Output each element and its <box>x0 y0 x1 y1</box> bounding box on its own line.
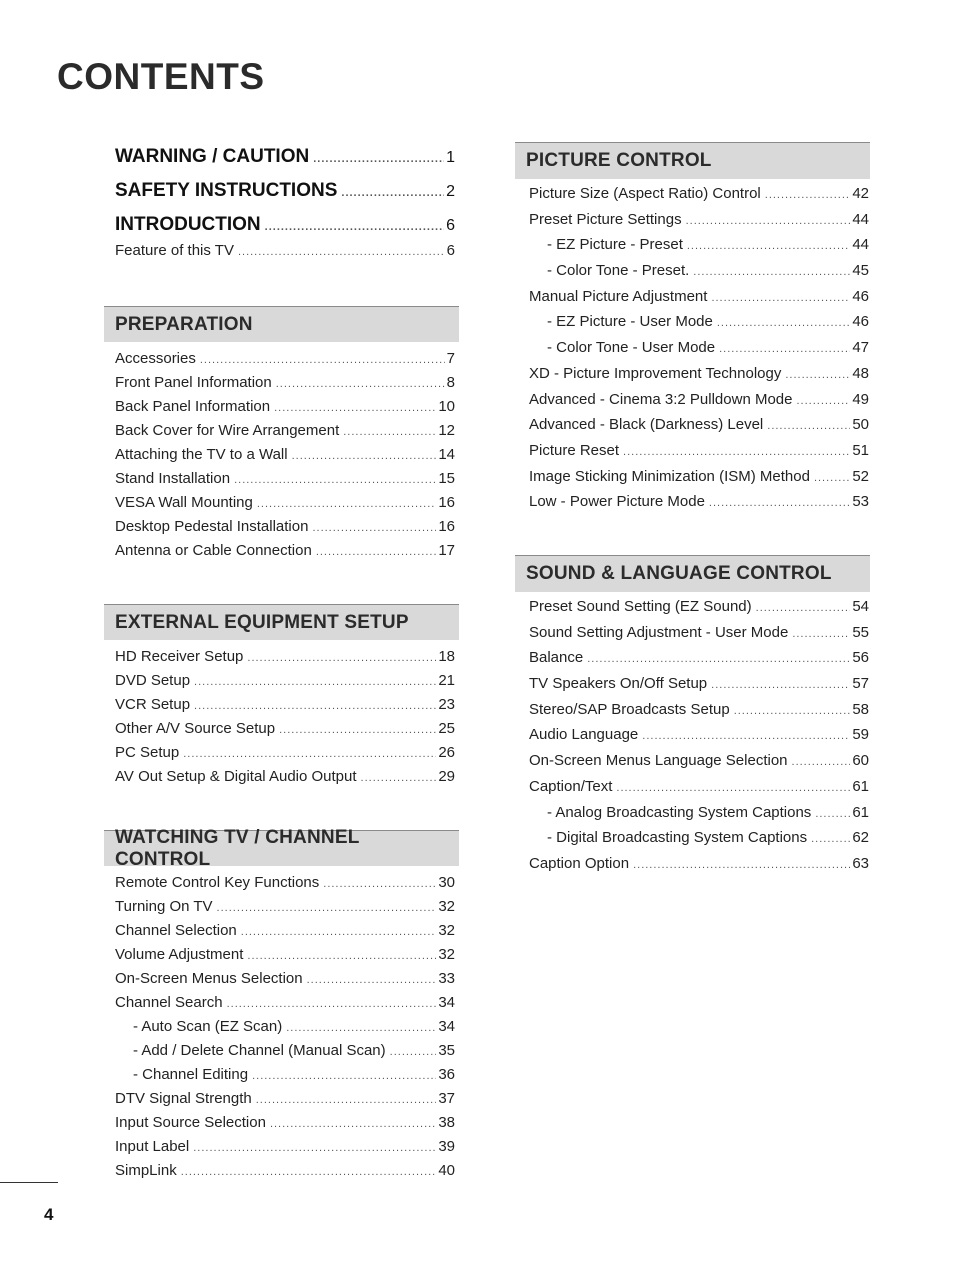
dot-leader <box>274 402 436 414</box>
toc-entry[interactable] <box>115 398 455 422</box>
toc-entry-page: 6 <box>446 242 455 259</box>
toc-entry-title: VESA Wall Mounting <box>115 494 253 511</box>
toc-entry-title: AV Out Setup & Digital Audio Output <box>115 768 357 785</box>
dot-leader <box>796 395 850 407</box>
toc-entry-title: Preset Sound Setting (EZ Sound) <box>529 598 752 615</box>
dot-leader <box>279 724 436 736</box>
dot-leader <box>811 833 850 845</box>
toc-entry[interactable] <box>529 649 869 675</box>
section-list <box>104 342 459 566</box>
toc-entry-page: 25 <box>438 720 455 737</box>
toc-entry-page: 29 <box>438 768 455 785</box>
dot-leader <box>633 859 850 871</box>
toc-entry-title: Balance <box>529 649 584 667</box>
dot-leader <box>711 679 850 691</box>
toc-entry-page: 14 <box>438 446 455 463</box>
toc-entry-page: 38 <box>438 1114 455 1131</box>
dot-leader <box>276 378 445 390</box>
dot-leader <box>181 1166 437 1178</box>
toc-entry-page: 15 <box>438 470 455 487</box>
toc-entry-page: 6 <box>446 217 455 234</box>
toc-entry-title: - Add / Delete Channel (Manual Scan) <box>133 1042 386 1059</box>
section-watching-tv <box>104 826 459 1186</box>
toc-entry-title: - EZ Picture - Preset <box>547 236 683 254</box>
dot-leader <box>711 292 850 304</box>
toc-entry[interactable] <box>529 493 869 519</box>
toc-entry[interactable] <box>115 374 455 398</box>
toc-entry[interactable] <box>115 1042 455 1066</box>
toc-entry[interactable] <box>115 696 455 720</box>
toc-entry-page: 42 <box>852 185 869 202</box>
toc-entry[interactable] <box>529 365 869 391</box>
toc-entry-title: - Color Tone - Preset. <box>547 262 690 280</box>
section-heading: EXTERNAL EQUIPMENT SETUP <box>104 604 459 640</box>
toc-entry-page: 17 <box>438 542 455 559</box>
dot-leader <box>194 700 436 712</box>
section-preparation <box>104 306 459 566</box>
toc-entry-feature-of-this-tv[interactable] <box>104 242 459 266</box>
toc-entry-title: Back Cover for Wire Arrangement <box>115 422 340 439</box>
toc-entry-title: On-Screen Menus Language Selection <box>529 752 788 770</box>
toc-entry-page: 12 <box>438 422 455 439</box>
toc-entry[interactable] <box>529 391 869 417</box>
toc-entry-title: Stereo/SAP Broadcasts Setup <box>529 700 730 718</box>
toc-entry-title: Audio Language <box>529 726 639 744</box>
dot-leader <box>312 522 436 534</box>
toc-entry-title: Other A/V Source Setup <box>115 720 276 737</box>
toc-entry-title: Picture Size (Aspect Ratio) Control <box>529 185 761 202</box>
toc-entry[interactable] <box>115 898 455 922</box>
section-external-equipment <box>104 604 459 792</box>
dot-leader <box>343 426 436 438</box>
toc-entry[interactable] <box>115 970 455 994</box>
dot-leader <box>241 926 437 938</box>
toc-entry-title: Manual Picture Adjustment <box>529 287 708 305</box>
toc-entry[interactable] <box>115 1018 455 1042</box>
toc-entry[interactable] <box>529 236 869 262</box>
toc-entry[interactable] <box>529 701 869 727</box>
toc-entry-page: 34 <box>438 994 455 1011</box>
toc-entry-title: Desktop Pedestal Installation <box>115 518 309 535</box>
toc-entry-page: 60 <box>852 752 869 770</box>
toc-entry-title: Input Source Selection <box>115 1114 266 1131</box>
toc-entry-page: 30 <box>438 874 455 891</box>
toc-entry[interactable] <box>529 211 869 237</box>
toc-entry-page: 16 <box>438 494 455 511</box>
toc-entry-page: 57 <box>852 675 869 693</box>
toc-entry[interactable] <box>529 185 869 211</box>
toc-entry-title: HD Receiver Setup <box>115 648 244 665</box>
section-heading: PICTURE CONTROL <box>515 142 870 179</box>
dot-leader <box>323 878 436 890</box>
toc-entry-title: Antenna or Cable Connection <box>115 542 312 559</box>
toc-entry[interactable] <box>115 542 455 566</box>
toc-entry-page: 63 <box>852 854 869 872</box>
toc-entry-page: 1 <box>446 149 455 166</box>
dot-leader <box>193 1142 436 1154</box>
section-heading: SOUND & LANGUAGE CONTROL <box>515 555 870 592</box>
toc-entry-title: Accessories <box>115 350 196 367</box>
dot-leader <box>316 546 437 558</box>
toc-entry[interactable] <box>529 855 869 881</box>
dot-leader <box>767 420 850 432</box>
toc-entry[interactable] <box>529 598 869 624</box>
page-title: CONTENTS <box>57 56 265 97</box>
dot-leader <box>686 215 851 227</box>
toc-entry-title: - Color Tone - User Mode <box>547 339 716 357</box>
toc-entry[interactable] <box>115 946 455 970</box>
toc-entry-page: 47 <box>852 339 869 357</box>
toc-entry[interactable] <box>529 416 869 442</box>
toc-entry[interactable] <box>115 422 455 446</box>
toc-entry-safety-instructions[interactable] <box>104 180 459 214</box>
toc-entry-page: 61 <box>852 777 869 795</box>
toc-entry-title: TV Speakers On/Off Setup <box>529 675 708 693</box>
toc-entry-page: 18 <box>438 648 455 665</box>
toc-entry[interactable] <box>115 470 455 494</box>
dot-leader <box>217 902 437 914</box>
toc-entry[interactable] <box>529 675 869 701</box>
dot-leader <box>587 653 850 665</box>
toc-entry-title: Channel Selection <box>115 922 237 939</box>
toc-entry-title: PC Setup <box>115 744 180 761</box>
toc-entry-page: 33 <box>438 970 455 987</box>
dot-leader <box>815 808 850 820</box>
dot-leader <box>623 446 850 458</box>
toc-entry[interactable] <box>529 468 869 494</box>
dot-leader <box>252 1070 436 1082</box>
top-entries <box>104 146 459 266</box>
toc-entry-page: 53 <box>852 493 869 511</box>
toc-entry-title: SAFETY INSTRUCTIONS <box>115 180 338 201</box>
toc-entry[interactable] <box>115 720 455 744</box>
toc-entry-page: 34 <box>438 1018 455 1035</box>
toc-entry-title: Low - Power Picture Mode <box>529 493 705 511</box>
toc-entry-page: 49 <box>852 390 869 408</box>
toc-entry-title: Turning On TV <box>115 898 213 915</box>
toc-entry[interactable] <box>115 350 455 374</box>
section-list <box>104 866 459 1186</box>
dot-leader <box>200 354 445 366</box>
toc-entry[interactable] <box>529 778 869 804</box>
section-heading: WATCHING TV / CHANNEL CONTROL <box>104 830 459 866</box>
toc-entry[interactable] <box>529 313 869 339</box>
toc-entry[interactable] <box>115 672 455 696</box>
toc-entry-title: Attaching the TV to a Wall <box>115 446 288 463</box>
toc-entry-page: 37 <box>438 1090 455 1107</box>
toc-entry-page: 2 <box>446 183 455 200</box>
toc-entry-title: Remote Control Key Functions <box>115 874 320 891</box>
toc-entry[interactable] <box>115 1090 455 1114</box>
section-picture-control <box>515 142 870 519</box>
toc-entry-page: 36 <box>438 1066 455 1083</box>
toc-entry-page: 16 <box>438 518 455 535</box>
toc-entry-page: 46 <box>852 287 869 305</box>
toc-entry-page: 10 <box>438 398 455 415</box>
toc-entry-page: 26 <box>438 744 455 761</box>
toc-entry-page: 32 <box>438 946 455 963</box>
toc-entry-page: 35 <box>438 1042 455 1059</box>
toc-entry[interactable] <box>529 726 869 752</box>
toc-entry-title: Front Panel Information <box>115 374 272 391</box>
dot-leader <box>709 497 850 509</box>
toc-entry[interactable] <box>529 339 869 365</box>
toc-entry-title: - Channel Editing <box>133 1066 249 1083</box>
toc-entry[interactable] <box>115 994 455 1018</box>
toc-entry-title: Back Panel Information <box>115 398 271 415</box>
toc-entry-title: Picture Reset <box>529 441 620 459</box>
toc-entry[interactable] <box>529 624 869 650</box>
dot-leader <box>227 998 437 1010</box>
toc-entry-title: Advanced - Black (Darkness) Level <box>529 416 764 434</box>
toc-entry-page: 56 <box>852 649 869 667</box>
dot-leader <box>238 246 445 258</box>
toc-entry-title: Caption/Text <box>529 777 613 795</box>
dot-leader <box>341 187 444 199</box>
toc-entry-page: 21 <box>438 672 455 689</box>
toc-entry-page: 62 <box>852 829 869 847</box>
toc-entry-page: 51 <box>852 441 869 459</box>
toc-entry[interactable] <box>115 446 455 470</box>
toc-entry-title: Advanced - Cinema 3:2 Pulldown Mode <box>529 390 793 408</box>
toc-entry-page: 45 <box>852 262 869 280</box>
toc-entry[interactable] <box>529 829 869 855</box>
dot-leader <box>307 974 437 986</box>
section-sound-language <box>515 555 870 881</box>
toc-entry[interactable] <box>529 288 869 314</box>
dot-leader <box>687 240 850 252</box>
footer-rule <box>0 1182 58 1183</box>
toc-entry-page: 39 <box>438 1138 455 1155</box>
dot-leader <box>361 772 437 784</box>
toc-entry[interactable] <box>529 752 869 778</box>
page-number: 4 <box>44 1205 54 1224</box>
toc-entry-page: 59 <box>852 726 869 744</box>
toc-entry-title: Stand Installation <box>115 470 231 487</box>
dot-leader <box>756 602 851 614</box>
toc-entry-title: Input Label <box>115 1138 190 1155</box>
toc-entry-introduction[interactable] <box>104 214 459 242</box>
toc-entry-title: SimpLink <box>115 1162 177 1179</box>
toc-entry-title: Feature of this TV <box>115 242 234 259</box>
toc-entry-page: 52 <box>852 467 869 485</box>
dot-leader <box>765 189 851 201</box>
section-heading: PREPARATION <box>104 306 459 342</box>
toc-entry[interactable] <box>529 262 869 288</box>
dot-leader <box>616 782 850 794</box>
toc-entry-title: Image Sticking Minimization (ISM) Method <box>529 467 810 485</box>
toc-entry[interactable] <box>529 804 869 830</box>
toc-entry-page: 44 <box>852 236 869 254</box>
toc-entry-page: 7 <box>446 350 455 367</box>
toc-entry[interactable] <box>115 922 455 946</box>
section-list <box>104 640 459 792</box>
toc-entry-page: 55 <box>852 623 869 641</box>
dot-leader <box>642 730 850 742</box>
toc-entry[interactable] <box>115 1066 455 1090</box>
toc-entry[interactable] <box>115 1114 455 1138</box>
toc-entry-page: 32 <box>438 898 455 915</box>
toc-entry-page: 8 <box>446 374 455 391</box>
toc-entry-title: INTRODUCTION <box>115 214 261 235</box>
section-list <box>515 179 870 519</box>
dot-leader <box>270 1118 436 1130</box>
dot-leader <box>286 1022 436 1034</box>
toc-entry[interactable] <box>115 744 455 768</box>
dot-leader <box>719 343 850 355</box>
toc-entry[interactable] <box>115 768 455 792</box>
toc-entry-title: DTV Signal Strength <box>115 1090 252 1107</box>
toc-entry-warning-caution[interactable] <box>104 146 459 180</box>
toc-entry[interactable] <box>115 874 455 898</box>
dot-leader <box>313 153 444 165</box>
dot-leader <box>785 369 850 381</box>
toc-entry-page: 54 <box>852 598 869 615</box>
toc-entry-title: - Auto Scan (EZ Scan) <box>133 1018 283 1035</box>
dot-leader <box>717 317 850 329</box>
toc-entry-title: VCR Setup <box>115 696 191 713</box>
dot-leader <box>292 450 437 462</box>
dot-leader <box>390 1046 437 1058</box>
toc-entry-page: 58 <box>852 700 869 718</box>
toc-entry-page: 40 <box>438 1162 455 1179</box>
dot-leader <box>234 474 436 486</box>
dot-leader <box>693 266 850 278</box>
toc-entry-title: Sound Setting Adjustment - User Mode <box>529 623 789 641</box>
toc-entry-title: - Digital Broadcasting System Captions <box>547 829 808 847</box>
toc-entry-title: Caption Option <box>529 854 630 872</box>
toc-entry-page: 48 <box>852 364 869 382</box>
dot-leader <box>247 652 436 664</box>
dot-leader <box>265 221 444 233</box>
toc-entry[interactable] <box>115 494 455 518</box>
dot-leader <box>247 950 436 962</box>
toc-entry-page: 61 <box>852 803 869 821</box>
toc-entry-page: 23 <box>438 696 455 713</box>
toc-entry-page: 44 <box>852 210 869 228</box>
toc-entry-title: XD - Picture Improvement Technology <box>529 364 782 382</box>
toc-entry-title: Volume Adjustment <box>115 946 244 963</box>
section-list <box>515 592 870 881</box>
toc-entry-page: 50 <box>852 416 869 434</box>
dot-leader <box>257 498 436 510</box>
dot-leader <box>256 1094 437 1106</box>
toc-entry-title: - EZ Picture - User Mode <box>547 313 713 331</box>
toc-entry[interactable] <box>115 518 455 542</box>
dot-leader <box>194 676 436 688</box>
dot-leader <box>183 748 436 760</box>
toc-entry[interactable] <box>529 442 869 468</box>
toc-entry[interactable] <box>115 648 455 672</box>
toc-entry-title: On-Screen Menus Selection <box>115 970 303 987</box>
toc-entry-title: - Analog Broadcasting System Captions <box>547 803 812 821</box>
toc-entry[interactable] <box>115 1138 455 1162</box>
toc-entry-title: DVD Setup <box>115 672 191 689</box>
toc-entry[interactable] <box>115 1162 455 1186</box>
dot-leader <box>792 628 850 640</box>
toc-entry-title: Channel Search <box>115 994 223 1011</box>
toc-entry-page: 32 <box>438 922 455 939</box>
toc-entry-title: Preset Picture Settings <box>529 210 682 228</box>
toc-entry-title: WARNING / CAUTION <box>115 146 310 167</box>
dot-leader <box>792 756 851 768</box>
dot-leader <box>814 472 850 484</box>
toc-entry-page: 46 <box>852 313 869 331</box>
dot-leader <box>734 705 851 717</box>
